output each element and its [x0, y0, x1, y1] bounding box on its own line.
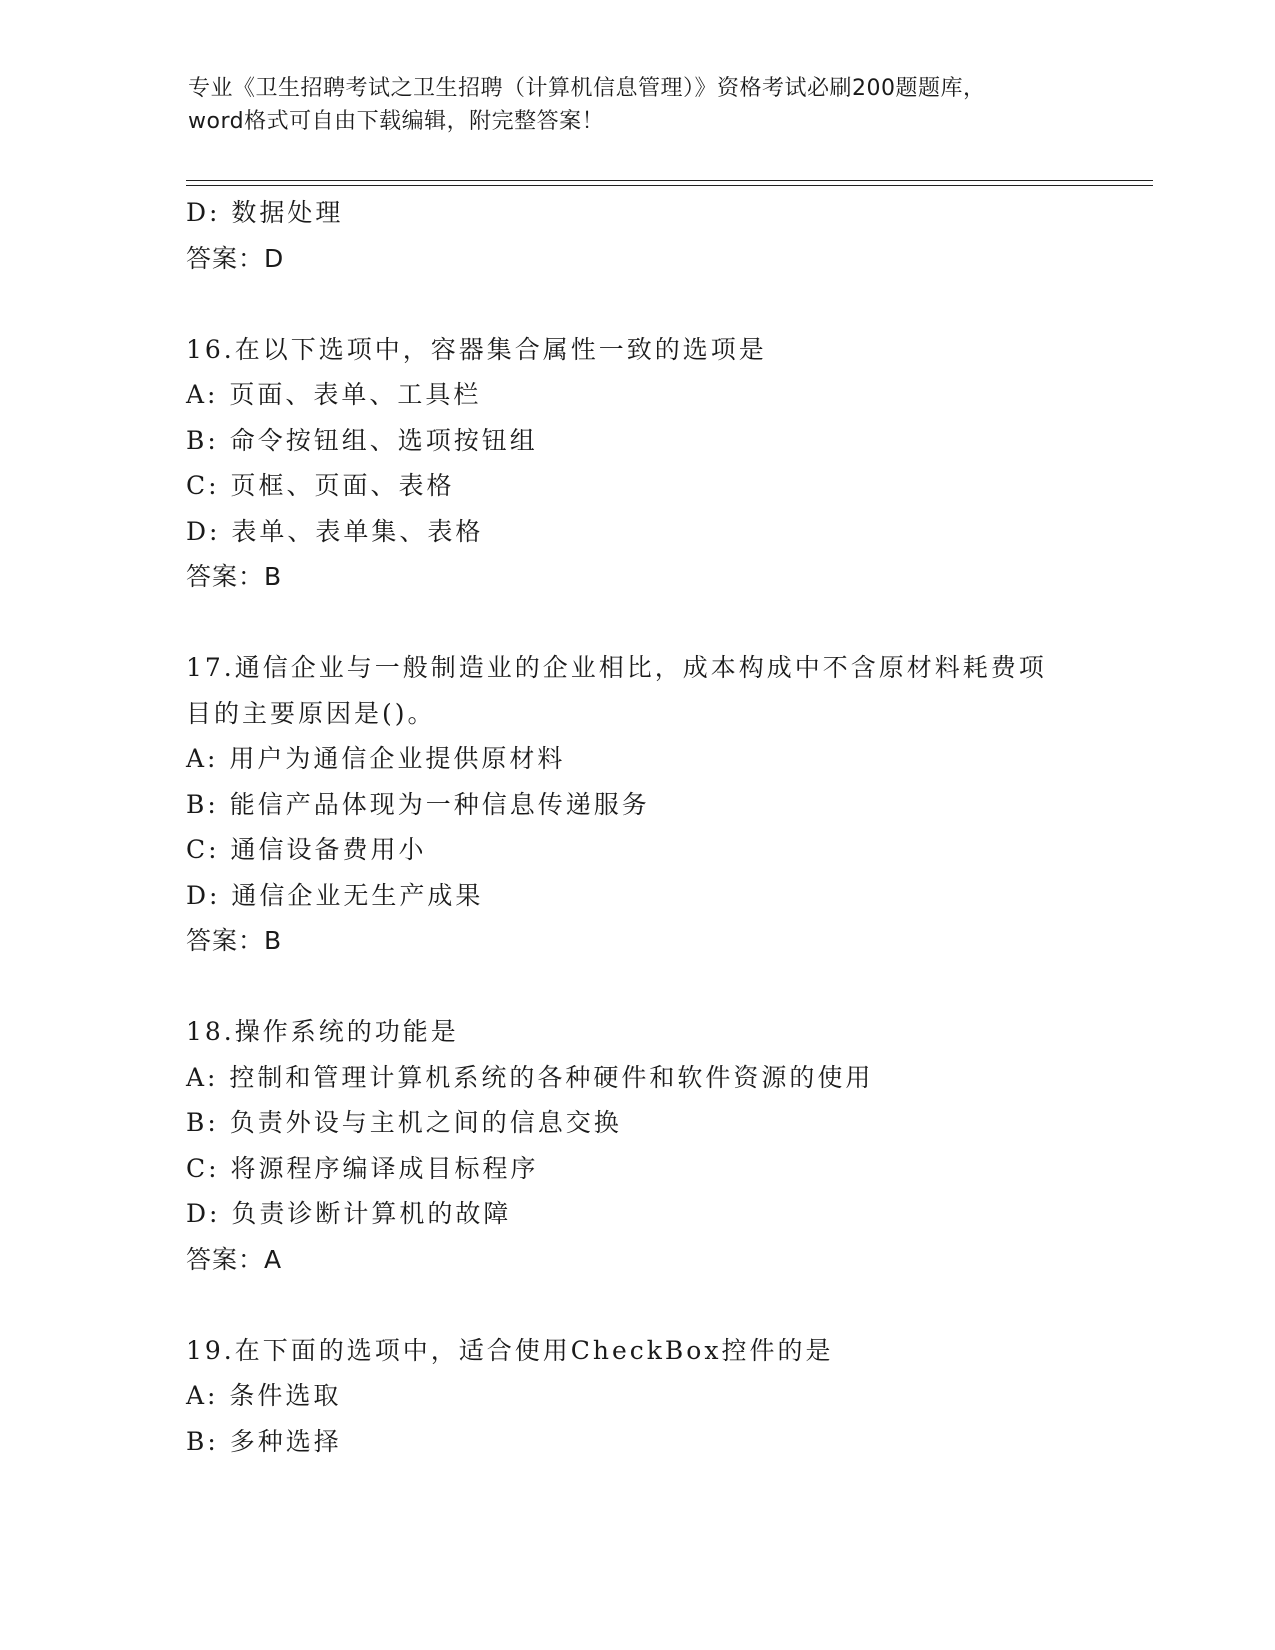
- text-line: D: 负责诊断计算机的故障: [186, 1199, 512, 1228]
- text-line: A: 条件选取: [186, 1381, 342, 1410]
- spacer: [186, 964, 1106, 1010]
- header-line-2: word格式可自由下载编辑，附完整答案！: [188, 109, 605, 134]
- text-line: 16.在以下选项中，容器集合属性一致的选项是: [186, 334, 767, 364]
- text-line: B: 能信产品体现为一种信息传递服务: [186, 789, 650, 819]
- text-line: B: 命令按钮组、选项按钮组: [186, 425, 538, 455]
- answer-line: 答案：B: [186, 562, 283, 591]
- question-list: [186, 190, 1106, 1464]
- answer-line: 答案：B: [186, 926, 283, 955]
- text-line: D: 数据处理: [186, 198, 344, 227]
- text-line: 19.在下面的选项中，适合使用CheckBox控件的是: [186, 1335, 834, 1365]
- text-line: B: 多种选择: [186, 1426, 342, 1456]
- text-line: 目的主要原因是()。: [186, 698, 436, 728]
- text-line: 18.操作系统的功能是: [186, 1017, 459, 1046]
- text-line: 17.通信企业与一般制造业的企业相比，成本构成中不含原材料耗费项: [186, 653, 1047, 682]
- text-line: C: 页框、页面、表格: [186, 471, 455, 500]
- answer-line: 答案：A: [186, 1244, 283, 1274]
- text-line: A: 用户为通信企业提供原材料: [186, 744, 566, 773]
- text-line: C: 通信设备费用小: [186, 835, 427, 864]
- spacer: [186, 281, 1106, 327]
- header-line-1: 专业《卫生招聘考试之卫生招聘（计算机信息管理）》资格考试必刷200题题库，: [188, 76, 986, 101]
- page-header: [188, 72, 1088, 138]
- text-line: A: 控制和管理计算机系统的各种硬件和软件资源的使用: [186, 1062, 874, 1092]
- text-line: D: 表单、表单集、表格: [186, 516, 484, 546]
- text-line: B: 负责外设与主机之间的信息交换: [186, 1108, 622, 1137]
- answer-line: 答案：D: [186, 243, 285, 273]
- text-line: A: 页面、表单、工具栏: [186, 380, 482, 409]
- spacer: [186, 1282, 1106, 1328]
- text-line: D: 通信企业无生产成果: [186, 880, 484, 910]
- spacer: [186, 600, 1106, 646]
- header-rule-bottom: [186, 185, 1153, 186]
- text-line: C: 将源程序编译成目标程序: [186, 1153, 539, 1183]
- header-rule-top: [186, 180, 1153, 181]
